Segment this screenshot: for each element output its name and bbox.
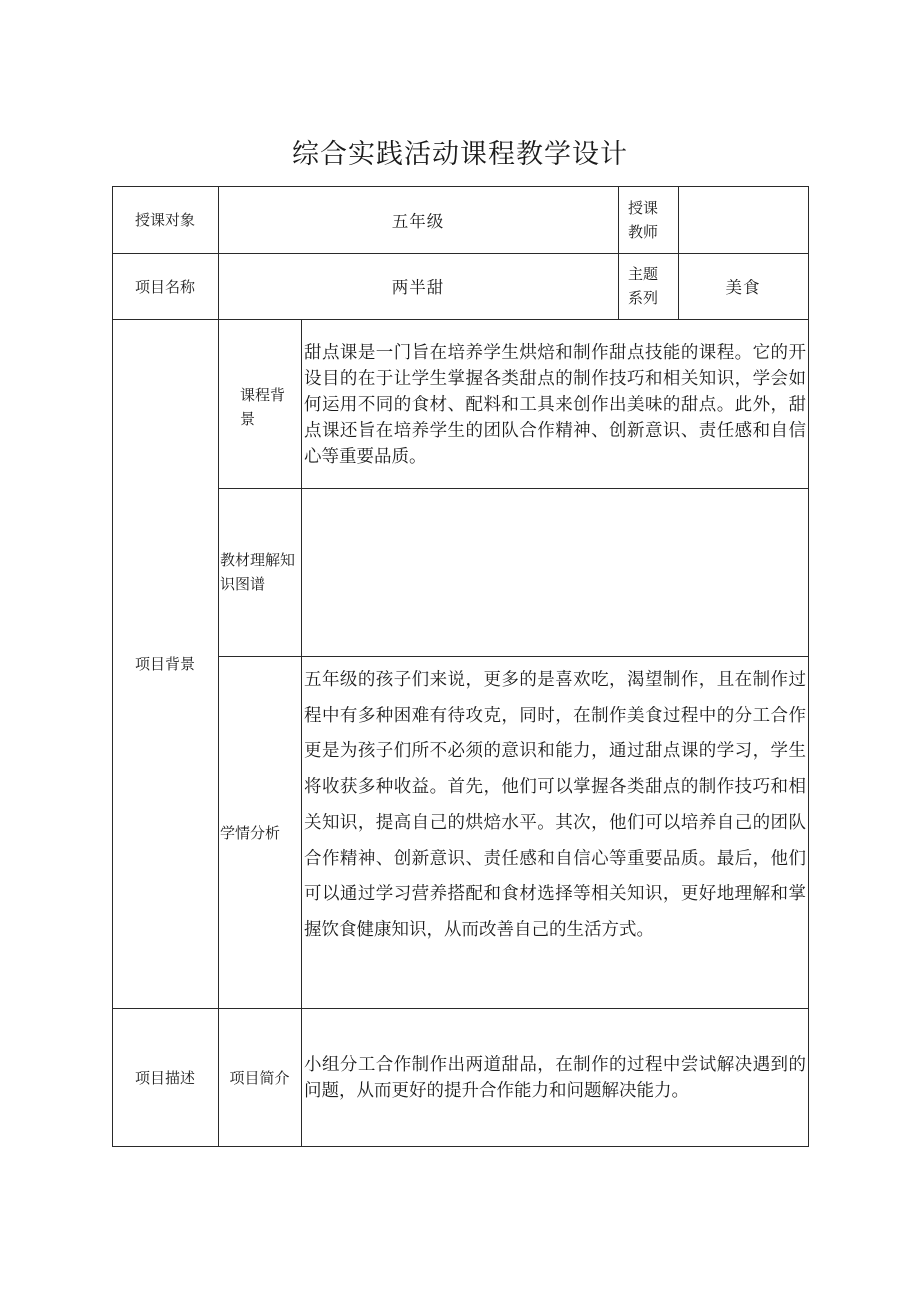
row-divider bbox=[218, 488, 809, 489]
value-theme: 美食 bbox=[725, 278, 761, 297]
table-border-right bbox=[808, 186, 809, 1147]
value-target: 五年级 bbox=[391, 211, 445, 231]
page-title: 综合实践活动课程教学设计 bbox=[292, 139, 628, 170]
label-course-background: 课程背景 bbox=[240, 386, 286, 428]
text-course-background: 甜点课是一门旨在培养学生烘焙和制作甜点技能的课程。它的开设目的在于让学生掌握各类甜点的制作技巧和相关知识，学会如何运用不同的食材、配料和工具来创作出美味的甜点。此外，甜点课还旨在培养学生的团队合作精神、创新意识、责任感和自信心等重要品质。 bbox=[304, 343, 806, 467]
label-target: 授课对象 bbox=[134, 211, 195, 229]
label-knowledge-map: 教材理解知识图谱 bbox=[220, 551, 296, 593]
column-divider bbox=[218, 186, 219, 1147]
label-description: 项目描述 bbox=[134, 1068, 195, 1087]
column-divider bbox=[618, 186, 619, 320]
row-divider bbox=[218, 656, 809, 657]
value-teacher bbox=[678, 186, 808, 253]
label-analysis: 学情分析 bbox=[220, 824, 281, 842]
text-analysis: 五年级的孩子们来说，更多的是喜欢吃，渴望制作，且在制作过程中有多种困难有待攻克，同时，在制作美食过程中的分工合作更是为孩子们所不必须的意识和能力，通过甜点课的学习，学生将收获多种收益。首先，他们可以掌握各类甜点的制作技巧和相关知识，提高自己的烘焙水平。其次，他们可以培养自己的团队合作精神、创新意识、责任感和自信心等重要品质。最后，他们可以通过学习营养搭配和食材选择等相关知识，更好地理解和掌握饮食健康知识，从而改善自己的生活方式。 bbox=[304, 670, 806, 940]
column-divider bbox=[301, 319, 302, 1147]
label-background: 项目背景 bbox=[134, 655, 195, 673]
lesson-design-table bbox=[112, 186, 809, 1147]
label-project: 项目名称 bbox=[134, 277, 195, 296]
table-border-bottom bbox=[112, 1146, 809, 1147]
text-intro: 小组分工合作制作出两道甜品，在制作的过程中尝试解决遇到的问题，从而更好的提升合作能力和问题解决能力。 bbox=[304, 1055, 806, 1101]
label-theme: 主题系列 bbox=[628, 265, 659, 307]
value-project: 两半甜 bbox=[391, 278, 445, 297]
label-teacher: 授课教师 bbox=[628, 199, 659, 241]
label-intro: 项目简介 bbox=[229, 1068, 290, 1087]
